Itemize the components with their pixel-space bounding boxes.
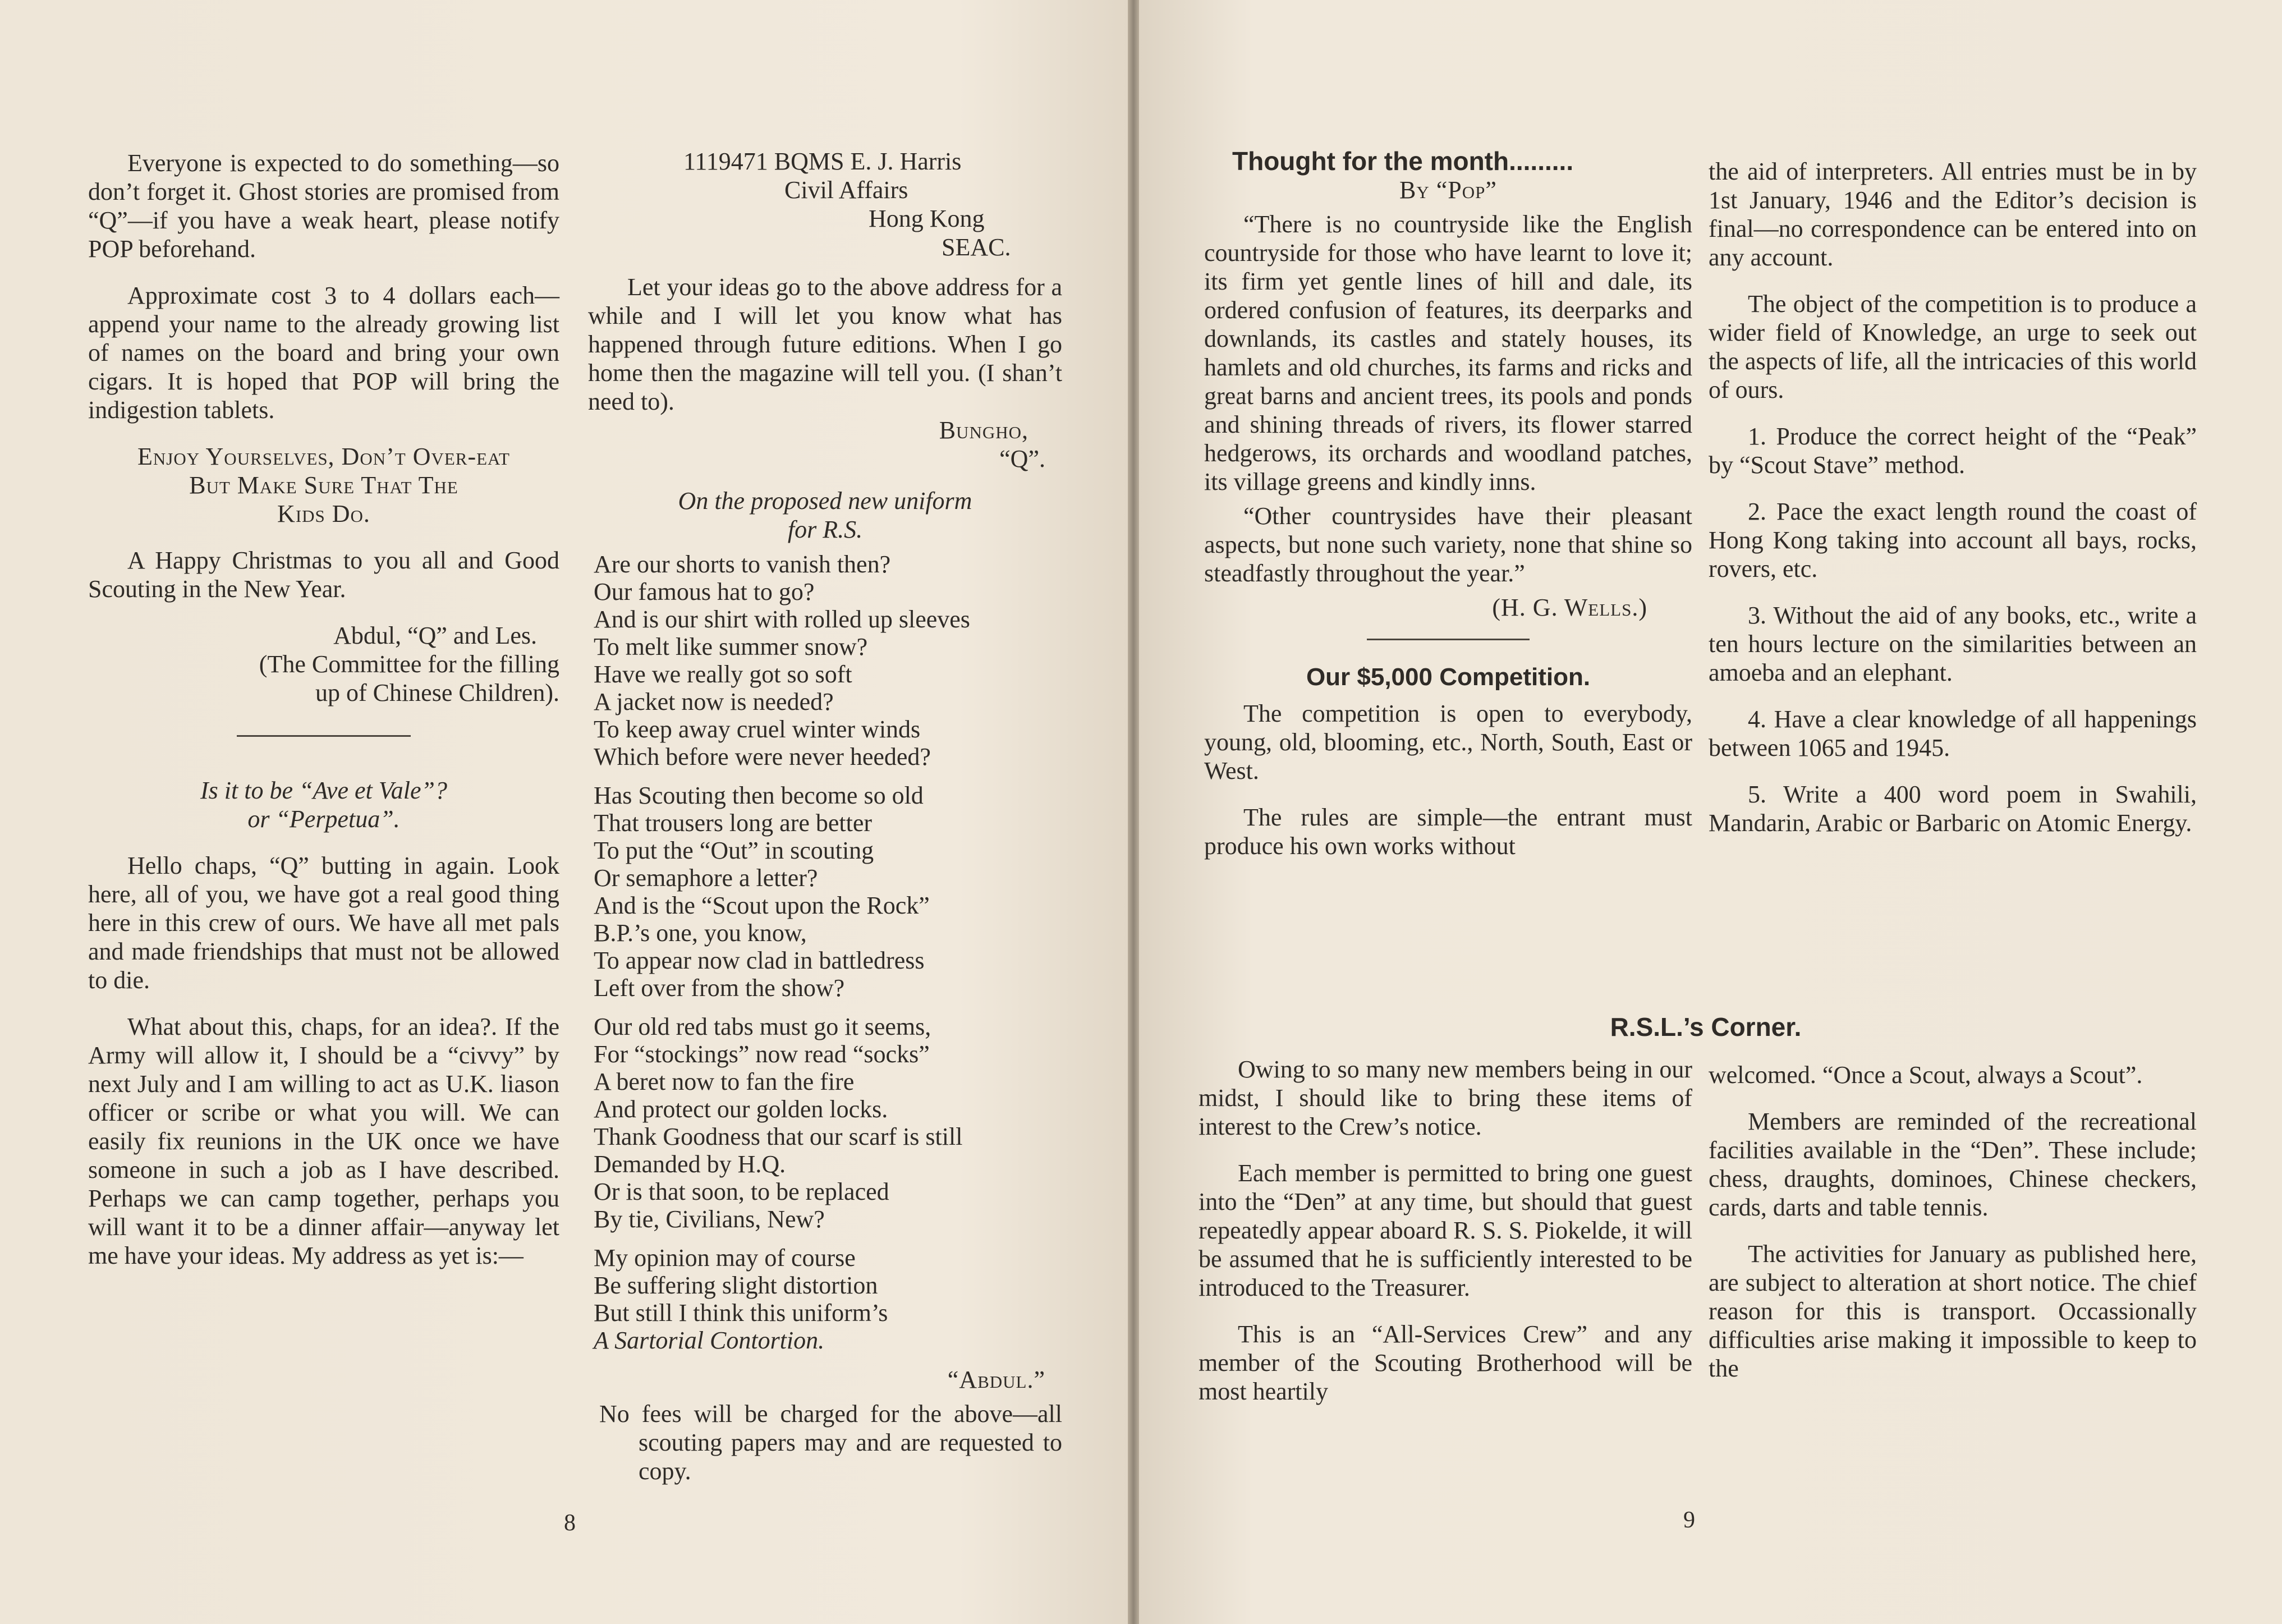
poem-line: Demanded by H.Q. — [594, 1150, 786, 1178]
paragraph: What about this, chaps, for an idea?. If the Army will allow it, I should be a “civvy” by next July and I am willing to act as U.K. liason officer or scribe or what you will. We can easily fix reunions in the UK once we have someone in such a job as I have described. Perhaps we can camp together, perhaps you will want it to be a dinner affair—anyway let me have your ideas. My address as yet is:— — [88, 1013, 559, 1269]
page-number: 9 — [1683, 1507, 1695, 1533]
poem-line: Be suffering slight distortion — [594, 1272, 878, 1299]
poem-line: A Sartorial Contortion. — [594, 1327, 825, 1354]
quote-paragraph: “There is no countryside like the English countryside for those who have learnt to love it; its firm yet gentle lines of hill and dale, its ordered confusion of features, its deerparks and downlands, its castles and stately houses, its hamlets and old churches, its farms and ricks and great barns and ancient trees, its pools and ponds and shining threads of rivers, its flower starred hedgerows, its orchards and woodland patches, its village greens and kindly inns. — [1204, 210, 1692, 496]
poem-stanza — [594, 1013, 1062, 1233]
address-line: 1119471 BQMS E. J. Harris — [683, 148, 962, 175]
heading-line: Is it to be “Ave et Vale”? — [200, 777, 447, 804]
poem-line: That trousers long are better — [594, 809, 873, 837]
signature-block — [588, 416, 1062, 473]
paragraph: The rules are simple—the entrant must produce his own works without — [1204, 804, 1692, 860]
address-line: Civil Affairs — [784, 176, 908, 204]
poem-line: Thank Goodness that our scarf is still — [594, 1123, 963, 1150]
signature-line: “Q”. — [999, 445, 1045, 472]
thought-byline: By “Pop” — [1399, 176, 1497, 204]
address-line: SEAC. — [942, 233, 1011, 261]
competition-item: 2. Pace the exact length round the coast of Hong Kong taking into account all bays, rocks, rovers, etc. — [1709, 498, 2197, 582]
corner-column-2 — [1709, 1061, 2197, 1383]
signature-line: (The Committee for the filling — [259, 650, 559, 678]
paragraph: The activities for January as published here, are subject to alteration at short notice. The chief reason for this is transport. Occassionally difficulties arise making it impossible to keep to the — [1709, 1240, 2197, 1382]
quote-paragraph: “Other countrysides have their pleasant aspects, but none such variety, none that shine so steadfastly throughout the year.” — [1204, 502, 1692, 587]
poem-line: Or is that soon, to be replaced — [594, 1178, 889, 1205]
poem — [588, 550, 1062, 1354]
poem-line: But still I think this uniform’s — [594, 1299, 888, 1327]
poem-line: To melt like summer snow? — [594, 633, 868, 660]
paragraph: Owing to so many new members being in our midst, I should like to bring these items of interest to the Crew’s notice. — [1199, 1056, 1692, 1140]
poem-line: My opinion may of course — [594, 1244, 856, 1272]
poem-line: B.P.’s one, you know, — [594, 919, 807, 947]
signature-block — [88, 621, 559, 707]
competition-items — [1709, 422, 2197, 837]
poem-line: To appear now clad in battledress — [594, 947, 925, 974]
left-column-2 — [588, 147, 1062, 1503]
note: No fees will be charged for the above—all scouting papers may and are requested to copy. — [599, 1400, 1062, 1485]
paragraph: A Happy Christmas to you all and Good Scouting in the New Year. — [88, 547, 559, 603]
paragraph: Approximate cost 3 to 4 dollars each—append your name to the already growing list of names on the board and bring your own cigars. It is hoped that POP will bring the indigestion tablets. — [88, 282, 559, 424]
poem-line: Or semaphore a letter? — [594, 864, 818, 892]
poem-line: For “stockings” now read “socks” — [594, 1040, 930, 1068]
slogan-line: Enjoy Yourselves, Don’t Over-eat — [137, 443, 510, 470]
competition-item: 3. Without the aid of any books, etc., write a ten hours lecture on the similarities between an amoeba and an elephant. — [1709, 602, 2197, 686]
poem-line: A jacket now is needed? — [594, 688, 834, 715]
poem-line: And is the “Scout upon the Rock” — [594, 892, 930, 919]
signature-line: up of Chinese Children). — [315, 679, 559, 707]
paragraph: This is an “All-Services Crew” and any member of the Scouting Brotherhood will be most heartily — [1199, 1320, 1692, 1405]
paragraph: The competition is open to everybody, young, old, blooming, etc., North, South, East or West. — [1204, 700, 1692, 785]
competition-item: 4. Have a clear knowledge of all happenings between 1065 and 1945. — [1709, 705, 2197, 761]
poem-signature: “Abdul.” — [947, 1366, 1045, 1393]
paragraph: Members are reminded of the recreational facilities available in the “Den”. These include; chess, draughts, dominoes, Chinese checkers, cards, darts and table tennis. — [1709, 1108, 2197, 1221]
signature-line: Bungho, — [939, 416, 1028, 444]
paragraph: Each member is permitted to bring one guest into the “Den” at any time, but should that guest repeatedly appear aboard R. S. S. Piokelde, it will be assumed that he is sufficiently interested to be introduced to the Treasurer. — [1199, 1159, 1692, 1301]
signature-line: Abdul, “Q” and Les. — [333, 622, 537, 649]
competition-item: 1. Produce the correct height of the “Peak” by “Scout Stave” method. — [1709, 423, 2197, 479]
poem-title-line: for R.S. — [787, 516, 863, 543]
poem-title-line: On the proposed new uniform — [678, 487, 972, 515]
poem-line: Are our shorts to vanish then? — [594, 550, 891, 578]
poem-line: By tie, Civilians, New? — [594, 1205, 825, 1233]
heading-line: or “Perpetua”. — [247, 805, 400, 833]
corner-column-1 — [1199, 1055, 1692, 1406]
address-line: Hong Kong — [869, 205, 985, 232]
poem-line: Our old red tabs must go it seems, — [594, 1013, 931, 1040]
poem-line: Has Scouting then become so old — [594, 782, 924, 809]
address-block — [588, 147, 1062, 262]
paragraph: welcomed. “Once a Scout, always a Scout”. — [1709, 1061, 2143, 1089]
book-gutter — [1128, 0, 1139, 1624]
paragraph: The object of the competition is to produce a wider field of Knowledge, an urge to seek out the aspects of life, all the intricacies of this world of ours. — [1709, 290, 2197, 403]
left-page — [0, 0, 1128, 1624]
right-column-1 — [1204, 147, 1692, 860]
right-page — [1139, 0, 2282, 1624]
thought-title: Thought for the month......... — [1232, 146, 1574, 176]
poem-line: Have we really got so soft — [594, 660, 852, 688]
poem-line: And is our shirt with rolled up sleeves — [594, 605, 970, 633]
poem-stanza — [594, 550, 1062, 770]
slogan-line: Kids Do. — [277, 500, 370, 527]
divider — [237, 735, 411, 737]
quote-attribution: (H. G. Wells.) — [1492, 594, 1647, 621]
poem-line: And protect our golden locks. — [594, 1095, 888, 1123]
divider — [1367, 639, 1530, 640]
competition-title: Our $5,000 Competition. — [1306, 663, 1591, 691]
paragraph: Let your ideas go to the above address for a while and I will let you know what has happened through future editions. When I go home then the magazine will tell you. (I shan’t need to). — [588, 273, 1062, 415]
corner-title: R.S.L.’s Corner. — [1610, 1012, 1802, 1042]
poem-line: Our famous hat to go? — [594, 578, 815, 605]
poem-line: Left over from the show? — [594, 974, 845, 1002]
paragraph: the aid of interpreters. All entries must be in by 1st January, 1946 and the Editor’s decision is final—no correspondence can be entered into on any account. — [1709, 158, 2197, 271]
section-heading — [88, 776, 559, 833]
poem-stanza — [594, 782, 1062, 1002]
right-column-2 — [1709, 157, 2197, 855]
poem-line: To keep away cruel winter winds — [594, 715, 921, 743]
poem-line: To put the “Out” in scouting — [594, 837, 874, 864]
paragraph: Everyone is expected to do something—so don’t forget it. Ghost stories are promised from “Q”—if you have a weak heart, please notify POP beforehand. — [88, 149, 559, 263]
poem-line: Which before were never heeded? — [594, 743, 931, 770]
poem-line: A beret now to fan the fire — [594, 1068, 855, 1095]
left-column-1 — [88, 149, 559, 1288]
slogan-line: But Make Sure That The — [189, 471, 458, 499]
paragraph: Hello chaps, “Q” butting in again. Look here, all of you, we have got a real good thing here in this crew of ours. We have all met pals and made friendships that must not be allowed to die. — [88, 852, 559, 994]
poem-stanza — [594, 1244, 1062, 1354]
competition-item: 5. Write a 400 word poem in Swahili, Mandarin, Arabic or Barbaric on Atomic Energy. — [1709, 781, 2197, 837]
page-number: 8 — [564, 1510, 576, 1536]
poem-title — [588, 487, 1062, 544]
slogan — [88, 442, 559, 528]
